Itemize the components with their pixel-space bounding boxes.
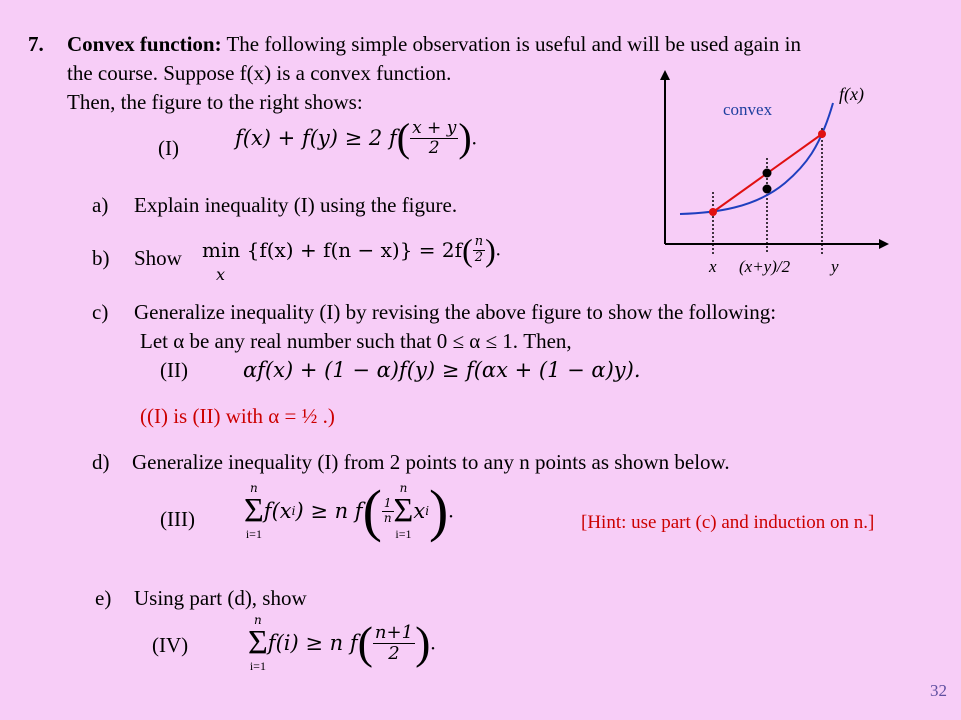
ineq-I-expression: f(x) + f(y) ≥ 2 f( $\frac{x + y}{2}$ ). [235, 115, 477, 160]
part-a-text: Explain inequality (I) using the figure. [134, 193, 458, 217]
sum2-top: n [399, 481, 408, 495]
ineq-III-expression: n Σ i=1 f(xi) ≥ n f( $\frac{1}{n}$ n Σ i=1 xi). [244, 478, 454, 543]
ineq-IV-num: n+1 [374, 621, 414, 643]
sum-symbol-3: n Σ i=1 [248, 613, 268, 673]
part-e-label: e) [95, 586, 112, 610]
point-chord-mid [763, 169, 772, 178]
ineq-IV-label: (IV) [152, 633, 189, 657]
ineq-II-label: (II) [160, 358, 188, 382]
ineq-IV-lhs: f(i) ≥ n f [267, 631, 358, 655]
part-a-label: a) [92, 193, 109, 217]
ineq-IV-expression: n Σ i=1 f(i) ≥ n f( $\frac{n+1}{2}$ ). [248, 613, 436, 673]
part-c-line2: Let α be any real number such that 0 ≤ α ≤ 1. Then, [140, 329, 572, 353]
mid-tick-label: (x+y)/2 [739, 257, 791, 276]
part-c-label: c) [92, 300, 109, 324]
ineq-III-mid: ) ≥ n f [295, 499, 363, 523]
ineq-III-lhs: f(x [263, 499, 292, 523]
sum1-top: n [250, 481, 258, 495]
part-b-label: b) [92, 246, 110, 270]
intro-text-1: The following simple observation is useful and will be used again in [226, 32, 801, 56]
ineq-I-label: (I) [158, 136, 179, 160]
ineq-III-rhs: x [413, 499, 426, 523]
sum2-bot: i=1 [395, 527, 412, 541]
problem-number: 7. [28, 32, 44, 56]
ineq-I-den: 2 [428, 137, 440, 158]
ineq-IV-den: 2 [388, 642, 400, 664]
x-axis-arrow [879, 239, 889, 249]
intro-line-3: Then, the figure to the right shows: [67, 90, 363, 114]
sum3-bot: i=1 [249, 659, 266, 673]
part-b-sub: x [216, 265, 226, 284]
part-b-expression: min {f(x) + f(n − x)} = 2f( $\frac{n}{2}$ ). [202, 232, 501, 268]
ineq-III-frac-den: n [383, 510, 392, 525]
sum-symbol-2: n Σ i=1 [393, 481, 414, 541]
ineq-I-num: x + y [412, 117, 457, 138]
part-e-text: Using part (d), show [134, 586, 307, 610]
page-number: 32 [930, 681, 947, 700]
y-axis-arrow [660, 70, 670, 80]
point-curve-mid [763, 185, 772, 194]
fx-label: f(x) [839, 84, 864, 104]
part-b-expr: min {f(x) + f(n − x)} = 2f [202, 238, 463, 262]
problem-title: Convex function: [67, 32, 222, 56]
convex-curve [680, 103, 833, 214]
sum3-top: n [254, 613, 262, 627]
part-d-text: Generalize inequality (I) from 2 points to any n points as shown below. [132, 450, 730, 474]
problem-header [28, 32, 44, 57]
ineq-III-label: (III) [160, 507, 195, 531]
part-c-text: Generalize inequality (I) by revising the above figure to show the following: [134, 300, 777, 324]
x-tick-label: x [709, 257, 717, 276]
part-b-num: n [474, 234, 484, 250]
ineq-III-sub1: i [291, 504, 296, 518]
part-c-note: ((I) is (II) with α = ½ .) [140, 404, 335, 428]
part-b-den: 2 [474, 249, 484, 265]
ineq-I-lhs: f(x) + f(y) ≥ 2 f [235, 126, 397, 150]
intro-line-2: the course. Suppose f(x) is a convex function. [67, 61, 452, 85]
point-fy [818, 130, 826, 138]
ineq-II-expression: αf(x) + (1 − α)f(y) ≥ f(αx + (1 − α)y). [243, 358, 641, 382]
part-b-text: Show [134, 246, 182, 270]
sum1-bot: i=1 [245, 527, 262, 541]
ineq-III-frac-num: 1 [383, 496, 392, 511]
point-fx [709, 208, 717, 216]
y-tick-label: y [831, 257, 839, 276]
intro-line-1 [67, 32, 801, 57]
sum-symbol-1: n Σ i=1 [244, 481, 264, 541]
hint-text: [Hint: use part (c) and induction on n.] [581, 512, 875, 533]
convex-label: convex [723, 100, 773, 119]
ineq-III-sub2: i [425, 504, 430, 518]
convex-figure [655, 68, 895, 278]
part-d-label: d) [92, 450, 110, 474]
